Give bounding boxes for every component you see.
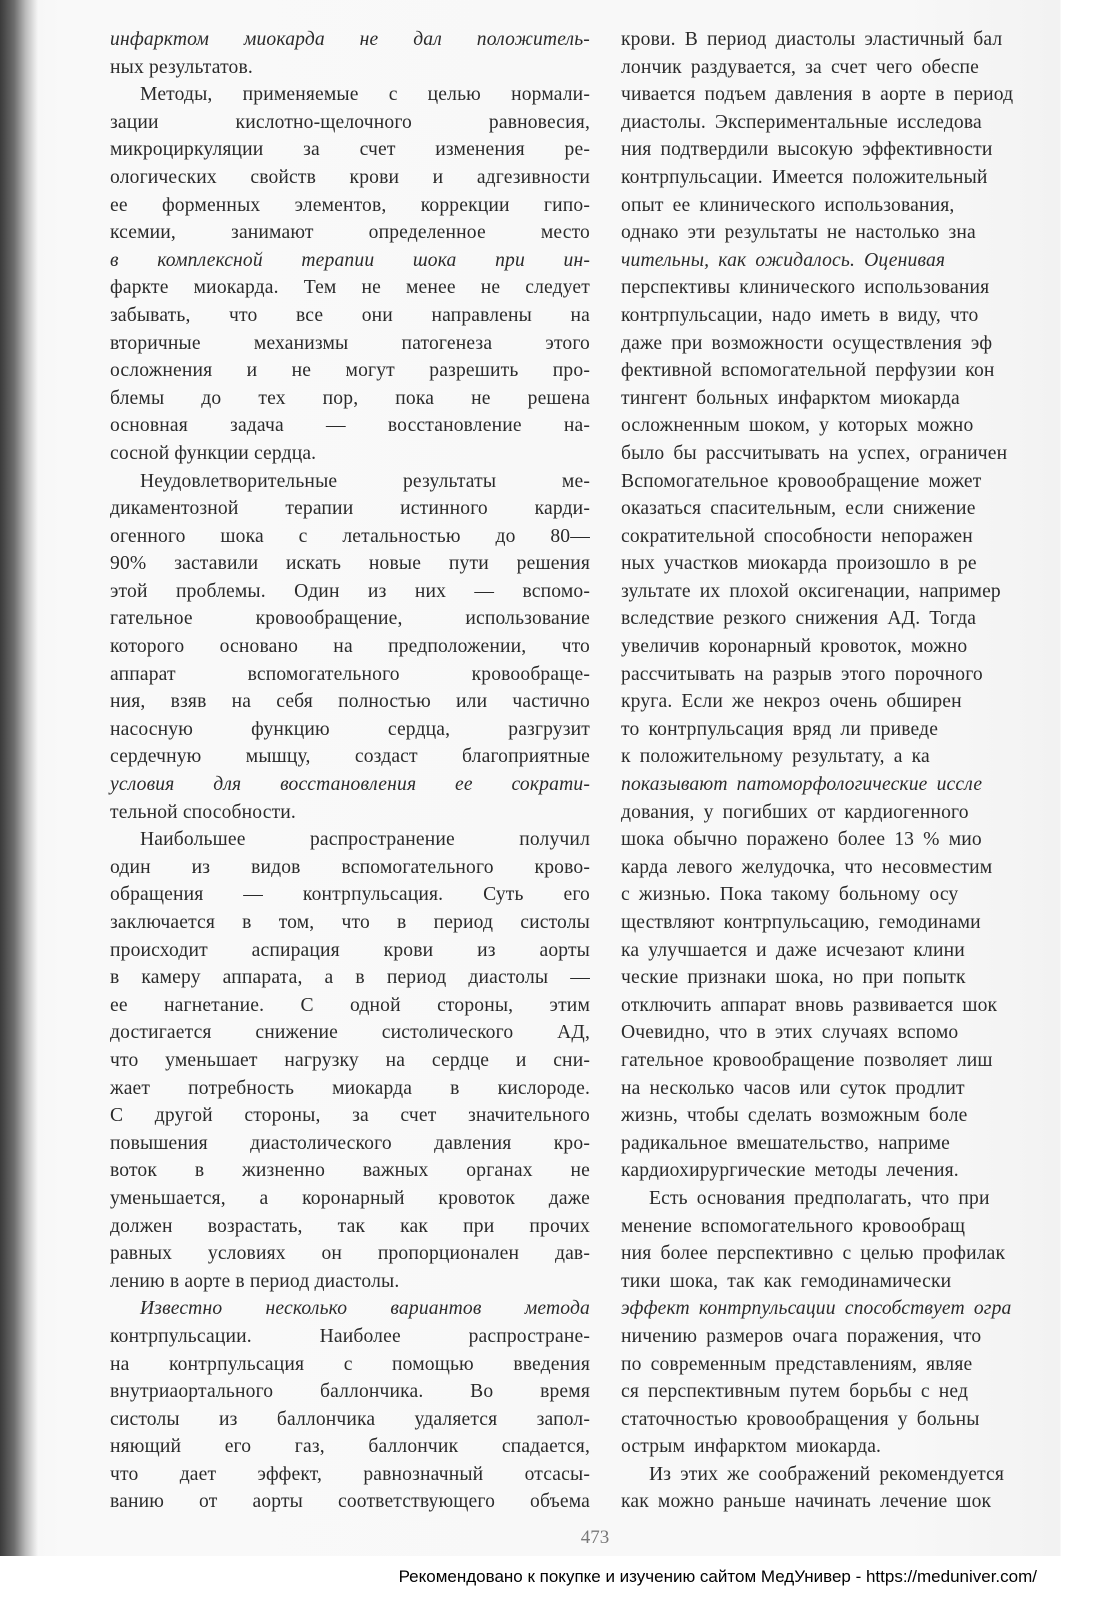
left-text-column xyxy=(110,26,590,1516)
text-line: Вспомогательное кровообращение может xyxy=(621,470,982,492)
text-line: огенного шока с летальностью до 80— xyxy=(110,525,590,547)
text-line: вследствие резкого снижения АД. Тогда xyxy=(621,608,977,630)
text-line: фаркте миокарда. Тем не менее не следует xyxy=(110,277,590,299)
text-line: Из этих же соображений рекомендуется xyxy=(649,1463,1005,1485)
text-line: то контрпульсация вряд ли приведе xyxy=(621,718,939,740)
text-line: кардиохирургические методы лечения. xyxy=(621,1160,959,1182)
text-line: фективной вспомогательной перфузии кон xyxy=(621,360,995,382)
text-line: аппарат вспомогательного кровообраще- xyxy=(110,663,590,685)
book-binding-shadow xyxy=(0,0,38,1600)
text-line: уменьшается, а коронарный кровоток даже xyxy=(110,1187,590,1209)
text-line: в камеру аппарата, а в период диастолы — xyxy=(110,967,590,989)
text-line: перспективы клинического использования xyxy=(621,277,990,299)
text-line: 90% заставили искать новые пути решения xyxy=(110,553,590,575)
text-line: диастолы. Экспериментальные исследова xyxy=(621,111,982,133)
text-line: контрпульсации, надо иметь в виду, что xyxy=(621,304,979,326)
text-line: этой проблемы. Один из них — вспомо- xyxy=(110,580,590,602)
text-line: основная задача — восстановление на- xyxy=(110,415,590,437)
text-line: гательное кровообращение, использование xyxy=(110,608,590,630)
text-line: даже при возможности осуществления эф xyxy=(621,332,993,354)
text-line: радикальное вмешательство, наприме xyxy=(621,1132,950,1154)
text-line: осложненным шоком, у которых можно xyxy=(621,415,974,437)
text-line: ологических свойств крови и адгезивности xyxy=(110,166,590,188)
text-line: равных условиях он пропорционален дав- xyxy=(110,1243,590,1265)
text-line: Неудовлетворительные результаты ме- xyxy=(140,470,590,492)
text-line: ее нагнетание. С одной стороны, этим xyxy=(110,994,590,1016)
text-line: повышения диастолического давления кро- xyxy=(110,1132,590,1154)
text-line: которого основано на предположении, что xyxy=(110,636,590,658)
text-line: сократительной способности непоражен xyxy=(621,525,973,547)
text-line: в комплексной терапии шока при ин- xyxy=(110,249,590,271)
text-line: лончик раздувается, за счет чего обеспе xyxy=(621,56,980,78)
right-text-column xyxy=(621,26,1093,1516)
text-line: карда левого желудочка, что несовместим xyxy=(621,856,993,878)
text-line: шока обычно поражено более 13 % мио xyxy=(621,829,982,851)
text-line: систолы из баллончика удаляется запол- xyxy=(110,1408,590,1430)
text-line: жает потребность миокарда в кислороде. xyxy=(110,1077,590,1099)
text-line: с жизнью. Пока такому больному осу xyxy=(621,884,959,906)
footer-banner xyxy=(0,1556,1097,1600)
text-line: ее форменных элементов, коррекции гипо- xyxy=(110,194,590,216)
text-line: насосную функцию сердца, разгрузит xyxy=(110,718,590,740)
text-line: сосной функции сердца. xyxy=(110,442,317,464)
text-line: контрпульсации. Имеется положительный xyxy=(621,166,988,188)
text-line: сердечную мышцу, создаст благоприятные xyxy=(110,746,590,768)
text-line: ных результатов. xyxy=(110,56,253,78)
text-line: ка улучшается и даже исчезают клини xyxy=(621,939,965,961)
text-line: обращения — контрпульсация. Суть его xyxy=(110,884,590,906)
page-number: 473 xyxy=(580,1527,610,1548)
text-line: тингент больных инфарктом миокарда xyxy=(621,387,960,409)
text-line: внутриаортального баллончика. Во время xyxy=(110,1381,590,1403)
text-line: Известно несколько вариантов метода xyxy=(140,1298,590,1320)
text-line: чивается подъем давления в аорте в период xyxy=(621,84,1014,106)
text-line: ся перспективным путем борьбы с нед xyxy=(621,1381,969,1403)
text-line: что дает эффект, равнозначный отсасы- xyxy=(110,1463,590,1485)
text-line: статочностью кровообращения у больны xyxy=(621,1408,980,1430)
page-edge xyxy=(1061,0,1097,1600)
text-line: круга. Если же некроз очень обширен xyxy=(621,691,962,713)
text-line: ществляют контрпульсацию, гемодинами xyxy=(621,912,981,933)
text-line: тики шока, так как гемодинамически xyxy=(621,1270,952,1292)
text-line: однако эти результаты не настолько зна xyxy=(621,222,976,244)
text-line: по современным представлениям, являе xyxy=(621,1353,973,1375)
text-line: один из видов вспомогательного крово- xyxy=(110,856,590,878)
text-line: осложнения и не могут разрешить про- xyxy=(110,360,590,382)
text-line: ванию от аорты соответствующего объема xyxy=(110,1491,590,1513)
text-line: зации кислотно-щелочного равновесия, xyxy=(110,111,590,133)
text-line: условия для восстановления ее сократи- xyxy=(110,774,590,796)
text-line: оказаться спасительным, если снижение xyxy=(621,498,976,520)
text-line: забывать, что все они направлены на xyxy=(110,304,590,326)
text-line: было бы рассчитывать на успех, ограничен xyxy=(621,442,1008,464)
text-line: Есть основания предполагать, что при xyxy=(649,1187,990,1209)
text-line: чительны, как ожидалось. Оценивая xyxy=(621,249,946,271)
text-line: крови. В период диастолы эластичный бал xyxy=(621,29,1003,50)
text-line: к положительному результату, а ка xyxy=(621,746,930,768)
text-line: инфарктом миокарда не дал положитель- xyxy=(110,29,590,50)
text-line: отключить аппарат вновь развивается шок xyxy=(621,994,998,1016)
text-line: ческие признаки шока, но при попытк xyxy=(621,967,966,989)
text-line: острым инфарктом миокарда. xyxy=(621,1436,882,1458)
text-line: С другой стороны, за счет значительного xyxy=(110,1105,590,1127)
text-line: дикаментозной терапии истинного карди- xyxy=(110,498,590,520)
text-line: воток в жизненно важных органах не xyxy=(110,1160,590,1182)
text-line: менение вспомогательного кровообращ xyxy=(621,1215,966,1237)
text-line: ния более перспективно с целью профилак xyxy=(621,1243,1006,1265)
text-line: Методы, применяемые с целью нормали- xyxy=(140,84,590,106)
text-line: дования, у погибших от кардиогенного xyxy=(621,801,969,823)
text-line: ния подтвердили высокую эффективности xyxy=(621,139,993,161)
text-line: зультате их плохой оксигенации, например xyxy=(621,580,1001,602)
text-line: происходит аспирация крови из аорты xyxy=(110,939,590,961)
text-line: на несколько часов или суток продлит xyxy=(621,1077,965,1099)
text-line: ксемии, занимают определенное место xyxy=(110,222,590,244)
text-line: Очевидно, что в этих случаях вспомо xyxy=(621,1022,959,1044)
text-line: как можно раньше начинать лечение шок xyxy=(621,1491,992,1513)
text-line: тельной способности. xyxy=(110,801,296,823)
text-line: что уменьшает нагрузку на сердце и сни- xyxy=(110,1049,590,1071)
text-line: блемы до тех пор, пока не решена xyxy=(110,387,590,409)
text-line: увеличив коронарный кровоток, можно xyxy=(621,636,968,658)
text-line: опыт ее клинического использования, xyxy=(621,194,955,216)
text-line: микроциркуляции за счет изменения ре- xyxy=(110,139,590,161)
text-line: рассчитывать на разрыв этого порочного xyxy=(621,663,983,685)
text-line: ния, взяв на себя полностью или частично xyxy=(110,691,590,713)
text-line: достигается снижение систолического АД, xyxy=(110,1022,590,1044)
text-line: контрпульсации. Наиболее распростране- xyxy=(110,1325,590,1347)
text-line: ных участков миокарда произошло в ре xyxy=(621,553,977,575)
text-line: вторичные механизмы патогенеза этого xyxy=(110,332,590,354)
text-line: на контрпульсация с помощью введения xyxy=(110,1353,590,1375)
text-line: заключается в том, что в период систолы xyxy=(110,912,590,933)
text-line: лению в аорте в период диастолы. xyxy=(110,1270,400,1292)
text-line: Наибольшее распространение получил xyxy=(140,829,590,851)
footer-recommendation-text: Рекомендовано к покупке и изучению сайтом МедУнивер - https://meduniver.com/ xyxy=(398,1567,1037,1586)
text-line: показывают патоморфологические иссле xyxy=(621,774,983,796)
text-line: ничению размеров очага поражения, что xyxy=(621,1325,982,1347)
text-line: эффект контрпульсации способствует огра xyxy=(621,1298,1012,1320)
text-line: жизнь, чтобы сделать возможным боле xyxy=(621,1105,968,1127)
text-line: должен возрастать, так как при прочих xyxy=(110,1215,590,1237)
text-line: гательное кровообращение позволяет лиш xyxy=(621,1049,993,1071)
text-line: няющий его газ, баллончик спадается, xyxy=(110,1436,590,1458)
